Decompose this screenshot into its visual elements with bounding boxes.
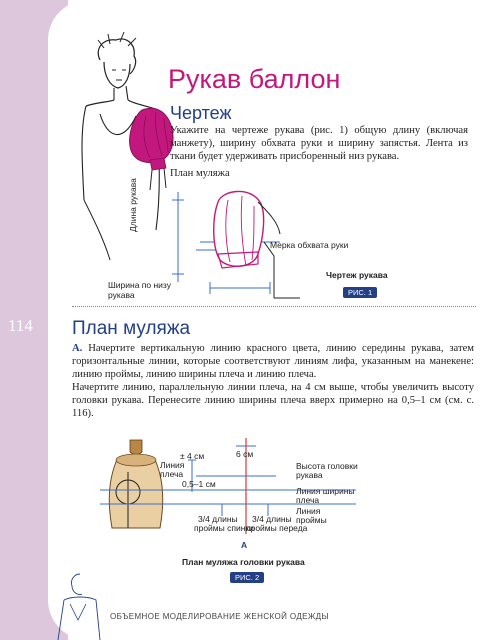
label-cap-height-2: рукава [296, 470, 323, 480]
label-front-armhole-1: 3/4 длины [252, 514, 292, 524]
figure1-caption: Чертеж рукава [326, 270, 388, 280]
plan-paragraph-2: Начертите линию, параллельную линии плеча, на 4 см выше, чтобы увеличить высоту головки рукава. Перенесите линию ширины плеча вверх примерно на 0,5–1 см (см. с. 116). [72, 382, 474, 419]
label-bottom-width-1: Ширина по низу [108, 280, 171, 290]
draft-instructions: Укажите на чертеже рукава (рис. 1) общую длину (включая манжету), ширину обхвата руки и ширину запястья. Лента из ткани будет удерживать присборенный низ рукава. [170, 125, 468, 162]
label-shoulder-width-1: Линия ширины [296, 486, 355, 496]
figure2-letter: A [241, 540, 248, 550]
page-number: 114 [8, 316, 33, 335]
figure2-caption: План муляжа головки рукава [182, 557, 305, 567]
measure-6cm: 6 см [236, 449, 254, 459]
section-heading-draft: Чертеж [170, 103, 232, 123]
plan-instructions [72, 342, 474, 420]
label-shoulder-line-1: Линия [160, 460, 185, 470]
label-arm-girth: Мерка обхвата руки [270, 240, 349, 250]
plan-label: План муляжа [170, 168, 230, 179]
measure-4cm: ± 4 см [180, 451, 205, 461]
label-armhole-2: проймы [296, 515, 327, 525]
measure-05-1cm: 0,5–1 см [182, 479, 216, 489]
label-sleeve-length: Длина рукава [128, 178, 138, 232]
step-letter: A. [72, 343, 83, 354]
label-shoulder-line-2: плеча [160, 469, 184, 479]
corner-sketch [50, 570, 110, 640]
plan-paragraph-1: Начертите вертикальную линию красного цвета, линию середины рукава, затем горизонтальные линии, которые соответствуют линиям лифа, указанным на манекене: линию проймы, линию ширины плеча и линию плеча. [72, 343, 474, 380]
label-shoulder-width-2: плеча [296, 495, 320, 505]
section-heading-plan: План муляжа [72, 318, 191, 339]
label-back-armhole-2: проймы спинки [194, 523, 254, 533]
label-bottom-width-2: рукава [108, 290, 135, 300]
page-title: Рукав баллон [168, 64, 341, 94]
figure1-badge: РИС. 1 [343, 287, 377, 298]
figure2-badge: РИС. 2 [230, 572, 264, 583]
footer-title: ОБЪЕМНОЕ МОДЕЛИРОВАНИЕ ЖЕНСКОЙ ОДЕЖДЫ [110, 612, 329, 621]
label-back-armhole-1: 3/4 длины [198, 514, 238, 524]
label-front-armhole-2: проймы переда [246, 523, 308, 533]
label-armhole-1: Линия [296, 506, 321, 516]
section-divider [72, 306, 476, 307]
label-cap-height-1: Высота головки [296, 461, 358, 471]
